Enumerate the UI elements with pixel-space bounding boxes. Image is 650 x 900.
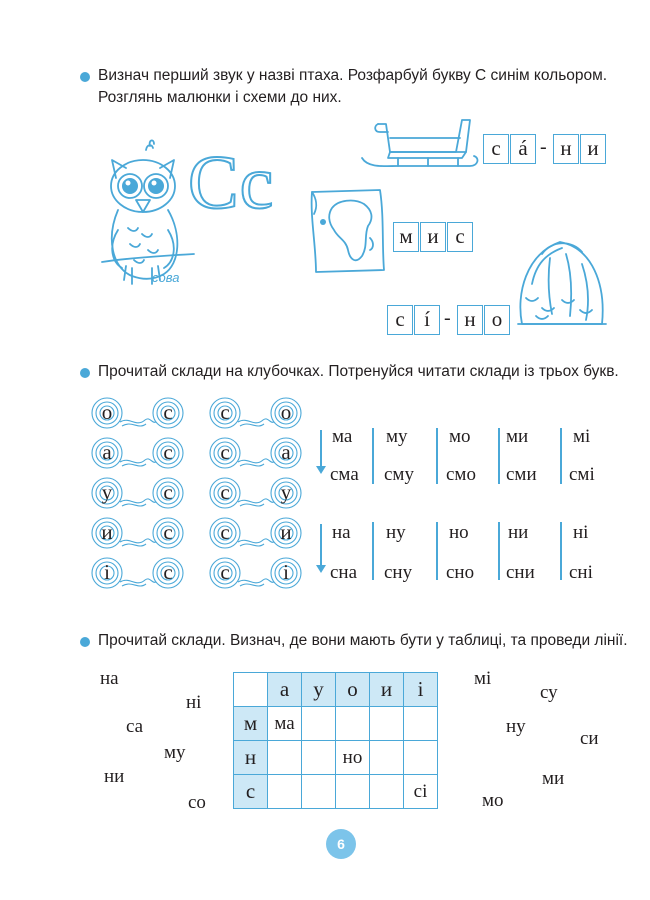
syllable-word: ми <box>542 768 565 789</box>
syllable-word: си <box>580 728 599 749</box>
arrow-down-icon <box>316 466 326 476</box>
yarn-letter: с <box>163 480 173 504</box>
syllable-top: но <box>449 522 469 543</box>
yarn-letter: и <box>101 520 113 544</box>
column-divider <box>560 428 562 484</box>
yarn-letter: с <box>220 480 230 504</box>
page-number-badge: 6 <box>326 829 356 859</box>
yarn-letter: с <box>163 400 173 424</box>
letter-box: и <box>420 222 446 252</box>
syllable-top: на <box>332 522 351 543</box>
syllable-bottom: сми <box>506 464 537 485</box>
letter-box: с <box>387 305 413 335</box>
syllable-bottom: смі <box>569 464 595 485</box>
cape-map-icon <box>308 186 388 276</box>
owl-caption: сова <box>152 270 180 285</box>
syllable-word: мо <box>482 790 504 811</box>
sleigh-icon <box>358 112 482 172</box>
table-cell[interactable] <box>302 741 336 775</box>
bullet-icon <box>80 72 90 82</box>
letter-box: á <box>510 134 536 164</box>
syllable-top: мі <box>573 426 591 447</box>
yarn-letter: у <box>101 480 113 504</box>
table-cell[interactable]: ма <box>268 707 302 741</box>
task3-instruction: Прочитай склади. Визнач, де вони мають бути у таблиці, та проведи лінії. <box>98 632 628 649</box>
table-header-cell: и <box>370 673 404 707</box>
bullet-icon <box>80 368 90 378</box>
syllable-word: со <box>188 792 206 813</box>
yarn-letter: с <box>163 560 173 584</box>
table-cell[interactable] <box>370 741 404 775</box>
table-cell[interactable]: сі <box>404 775 438 809</box>
table-row-header: с <box>234 775 268 809</box>
table-cell[interactable] <box>370 775 404 809</box>
yarn-balls <box>208 436 303 472</box>
yarn-letter: с <box>220 560 230 584</box>
syllable-bottom: смо <box>446 464 476 485</box>
yarn-letter: у <box>280 480 292 504</box>
haystack-icon <box>512 234 612 334</box>
yarn-balls <box>208 556 303 592</box>
letter-box: с <box>483 134 509 164</box>
column-divider <box>372 428 374 484</box>
yarn-letter: и <box>280 520 292 544</box>
table-cell[interactable] <box>370 707 404 741</box>
yarn-letter: с <box>220 440 230 464</box>
table-cell[interactable] <box>268 775 302 809</box>
yarn-balls <box>90 476 185 512</box>
syllable-word: на <box>100 668 119 689</box>
syllable-word: су <box>540 682 558 703</box>
syllable-bottom: сма <box>330 464 359 485</box>
yarn-letter: а <box>102 440 112 464</box>
letter-box: с <box>447 222 473 252</box>
column-divider <box>560 522 562 580</box>
syllable-bottom: сно <box>446 562 475 583</box>
yarn-balls <box>90 516 185 552</box>
yarn-letter: о <box>280 400 292 424</box>
column-divider <box>498 428 500 484</box>
arrow-down-icon <box>316 565 326 575</box>
table-cell[interactable] <box>302 707 336 741</box>
table-row-header: м <box>234 707 268 741</box>
yarn-balls <box>90 396 185 432</box>
syllable-top: му <box>386 426 408 447</box>
letter-box: í <box>414 305 440 335</box>
syllable-word: са <box>126 716 144 737</box>
syllable-top: ну <box>386 522 406 543</box>
yarn-letter: с <box>220 520 230 544</box>
yarn-balls <box>208 396 303 432</box>
syllable-bottom: сна <box>330 562 358 583</box>
table-cell[interactable] <box>404 741 438 775</box>
table-cell[interactable] <box>336 707 370 741</box>
syllable-word: мі <box>474 668 492 689</box>
syllable-bottom: сму <box>384 464 414 485</box>
yarn-letter: а <box>281 440 291 464</box>
syllable-bottom: сну <box>384 562 413 583</box>
yarn-balls <box>208 476 303 512</box>
table-corner-cell <box>234 673 268 707</box>
column-divider <box>372 522 374 580</box>
column-divider <box>436 522 438 580</box>
syllable-top: ні <box>573 522 589 543</box>
syllable-word: ни <box>104 766 125 787</box>
yarn-balls <box>90 436 185 472</box>
table-cell[interactable] <box>268 741 302 775</box>
syllable-top: ма <box>332 426 353 447</box>
syllable-top: ми <box>506 426 529 447</box>
arrow-line <box>320 524 322 568</box>
table-header-cell: о <box>336 673 370 707</box>
yarn-balls <box>208 516 303 552</box>
table-row-header: н <box>234 741 268 775</box>
column-divider <box>498 522 500 580</box>
syllable-top: мо <box>449 426 471 447</box>
table-cell[interactable]: но <box>336 741 370 775</box>
table-header-row <box>234 673 438 707</box>
table-header-cell: а <box>268 673 302 707</box>
table-cell[interactable] <box>404 707 438 741</box>
syllable-bottom: сні <box>569 562 593 583</box>
syllable-dash: - <box>444 307 451 329</box>
syllable-table <box>233 672 438 809</box>
table-row <box>234 707 438 741</box>
big-letters-text: Сс <box>188 141 274 220</box>
task1-instruction-line2: Розглянь малюнки і схеми до них. <box>98 89 342 106</box>
yarn-letter: і <box>104 560 110 584</box>
owl-icon <box>98 138 198 298</box>
column-divider <box>436 428 438 484</box>
table-row <box>234 775 438 809</box>
letter-box: м <box>393 222 419 252</box>
yarn-letter: с <box>163 520 173 544</box>
letter-box: н <box>553 134 579 164</box>
table-cell[interactable] <box>336 775 370 809</box>
table-cell[interactable] <box>302 775 336 809</box>
yarn-letter: і <box>283 560 289 584</box>
arrow-line <box>320 430 322 470</box>
bullet-icon <box>80 637 90 647</box>
letter-box: и <box>580 134 606 164</box>
syllable-bottom: сни <box>506 562 535 583</box>
yarn-letter: о <box>101 400 113 424</box>
big-letters-cc <box>186 140 286 220</box>
table-row <box>234 741 438 775</box>
task1-instruction-line1: Визнач перший звук у назві птаха. Розфарбуй букву С синім кольором. <box>98 67 608 84</box>
yarn-balls <box>90 556 185 592</box>
letter-box: о <box>484 305 510 335</box>
table-header-cell: і <box>404 673 438 707</box>
syllable-word: ні <box>186 692 202 713</box>
table-header-cell: у <box>302 673 336 707</box>
letter-box: н <box>457 305 483 335</box>
syllable-top: ни <box>508 522 529 543</box>
syllable-dash: - <box>540 136 547 158</box>
task2-instruction: Прочитай склади на клубочках. Потренуйся читати склади із трьох букв. <box>98 363 619 380</box>
syllable-word: му <box>164 742 186 763</box>
yarn-letter: с <box>220 400 230 424</box>
yarn-letter: с <box>163 440 173 464</box>
syllable-word: ну <box>506 716 526 737</box>
